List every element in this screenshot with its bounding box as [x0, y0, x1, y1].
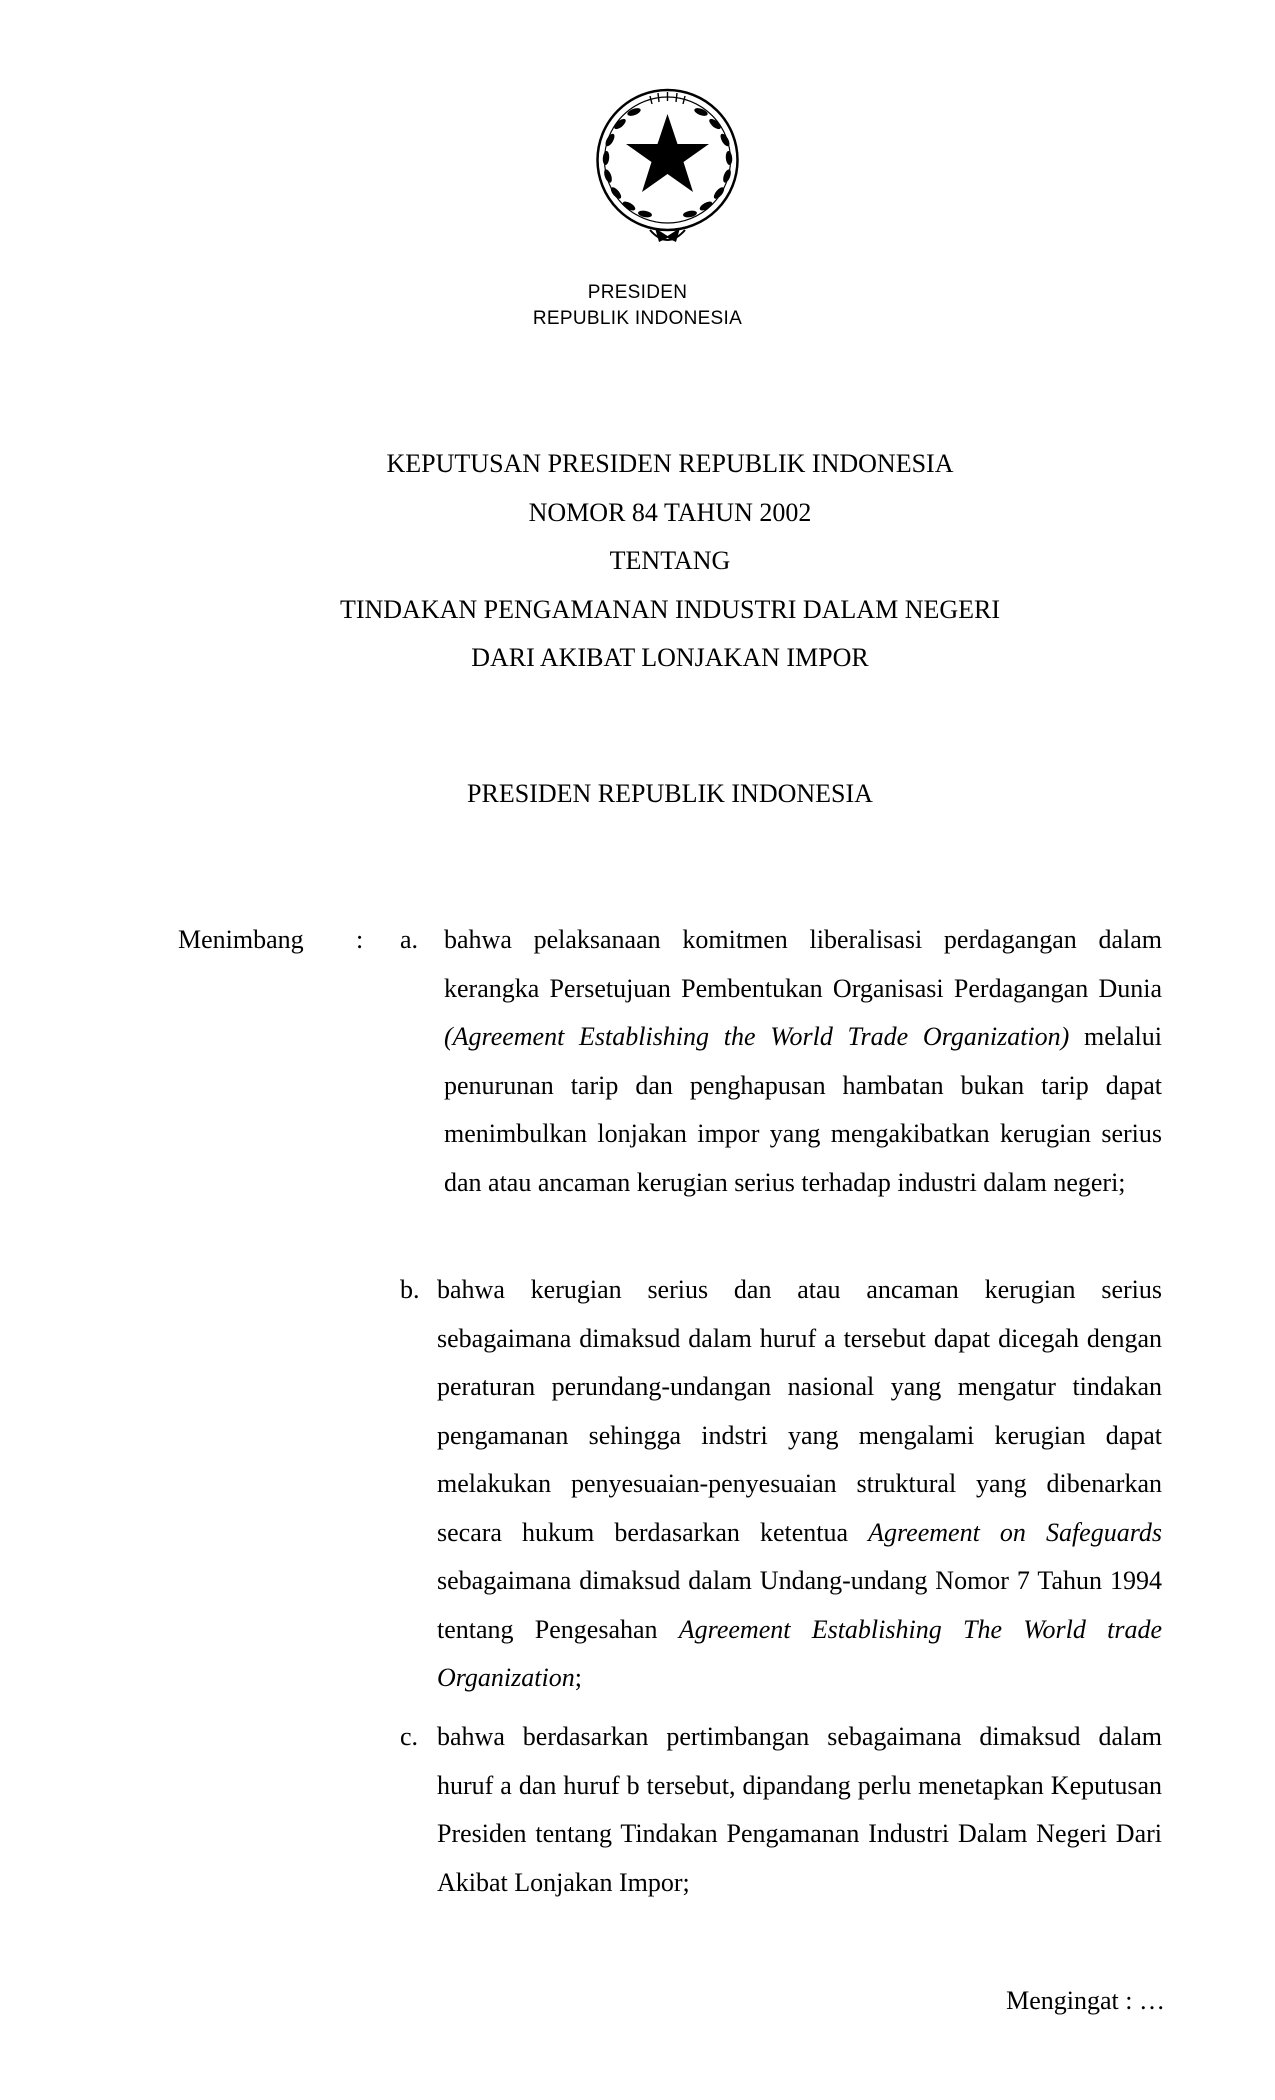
considering-item-a	[400, 916, 1162, 1207]
title-line-1: KEPUTUSAN PRESIDEN REPUBLIK INDONESIA	[386, 449, 954, 478]
considering-item-b	[400, 1266, 1162, 1703]
president-heading: PRESIDEN REPUBLIK INDONESIA	[467, 779, 873, 808]
title-line-5: DARI AKIBAT LONJAKAN IMPOR	[471, 643, 869, 672]
letterhead-line-2: REPUBLIK INDONESIA	[532, 308, 743, 329]
item-text: bahwa pelaksanaan komitmen liberalisasi perdagangan dalam kerangka Persetujuan Pembentukan Organisasi Perdagangan Dunia (Agreement Establishing the World Trade Organization) melalui penurunan tarip dan penghapusan hambatan bukan tarip dapat menimbulkan lonjakan impor yang mengakibatkan kerugian serius dan atau ancaman kerugian serius terhadap industri dalam negeri;	[444, 925, 1162, 1197]
document-title	[0, 440, 1275, 683]
state-emblem-icon	[580, 80, 755, 255]
letterhead	[0, 280, 1275, 332]
item-marker: b.	[400, 1275, 420, 1304]
item-text: bahwa berdasarkan pertimbangan sebagaimana dimaksud dalam huruf a dan huruf b tersebut, dipandang perlu menetapkan Keputusan Presiden tentang Tindakan Pengamanan Industri Dalam Negeri Dari Akibat Lonjakan Impor;	[437, 1722, 1162, 1897]
item-text: bahwa kerugian serius dan atau ancaman kerugian serius sebagaimana dimaksud dalam huruf a tersebut dapat dicegah dengan peraturan perundang-undangan nasional yang mengatur tindakan pengamanan sehingga indstri yang mengalami kerugian dapat melakukan penyesuaian-penyesuaian struktural yang dibenarkan secara hukum berdasarkan ketentua Agreement on Safeguards sebagaimana dimaksud dalam Undang-undang Nomor 7 Tahun 1994 tentang Pengesahan Agreement Establishing The World trade Organization;	[437, 1275, 1163, 1692]
continuation-marker: Mengingat : …	[1006, 1986, 1165, 2015]
considering-colon: :	[356, 925, 364, 954]
considering-item-c	[400, 1713, 1162, 1907]
title-line-4: TINDAKAN PENGAMANAN INDUSTRI DALAM NEGERI	[339, 594, 1001, 624]
title-line-2: NOMOR 84 TAHUN 2002	[528, 497, 812, 527]
letterhead-line-1: PRESIDEN	[587, 282, 688, 303]
item-marker: c.	[400, 1722, 419, 1751]
considering-label: Menimbang	[178, 925, 304, 954]
title-line-3: TENTANG	[609, 546, 731, 575]
item-marker: a.	[400, 925, 419, 954]
